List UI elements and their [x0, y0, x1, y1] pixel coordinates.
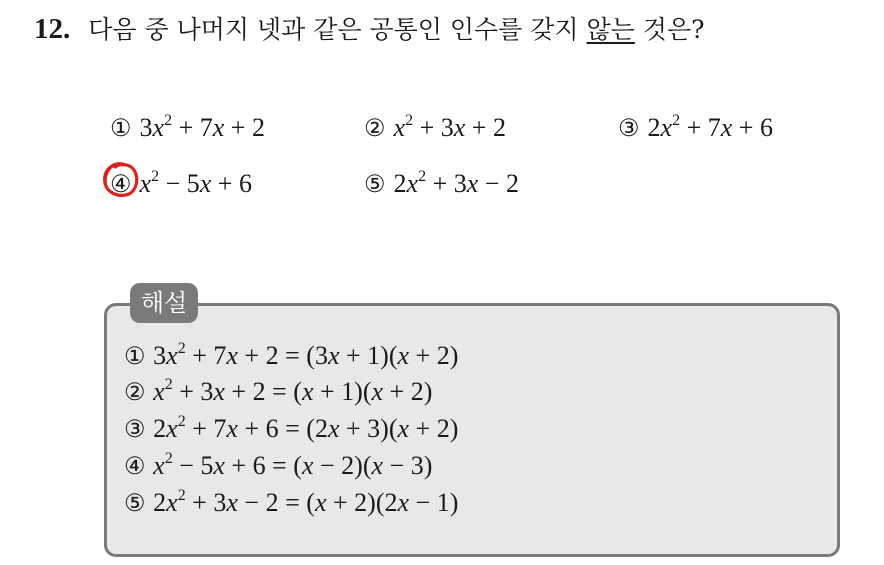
question-prompt-end: 것은? — [634, 15, 705, 44]
question-text — [34, 12, 705, 47]
choice-mark: ③ — [618, 114, 640, 142]
question-emphasis: 않는 — [586, 15, 635, 44]
choice-mark: ② — [364, 114, 386, 142]
choice-3[interactable] — [618, 112, 773, 144]
solution-line-5: ⑤ $2x^2 + 3x - 2 = (x + 2)(2x - 1)$ — [124, 487, 459, 517]
choice-expression: $3x^2 + 7x + 2$ — [139, 112, 265, 142]
choice-4[interactable] — [110, 168, 252, 200]
choice-mark: ① — [110, 114, 132, 142]
choice-expression: $x^2 + 3x + 2$ — [393, 112, 506, 142]
solution-line-2: ② $x^2 + 3x + 2 = (x + 1)(x + 2)$ — [124, 376, 433, 406]
choice-1[interactable] — [110, 112, 265, 144]
choice-5[interactable] — [364, 168, 519, 200]
question-prompt: 다음 중 나머지 넷과 같은 공통인 인수를 갖지 — [88, 15, 587, 44]
choice-2[interactable] — [364, 112, 506, 144]
choice-expression: $2x^2 + 3x - 2$ — [393, 168, 519, 198]
solution-line-3: ③ $2x^2 + 7x + 6 = (2x + 3)(x + 2)$ — [124, 413, 459, 443]
question-number: 12. — [34, 13, 71, 45]
solution-line-4: ④ $x^2 - 5x + 6 = (x - 2)(x - 3)$ — [124, 450, 433, 480]
choice-mark: ④ — [110, 170, 132, 198]
choice-expression: $x^2 - 5x + 6$ — [139, 168, 252, 198]
choice-expression: $2x^2 + 7x + 6$ — [647, 112, 773, 142]
choice-mark: ⑤ — [364, 170, 386, 198]
solution-label: 해설 — [130, 283, 198, 323]
solution-line-1: ① $3x^2 + 7x + 2 = (3x + 1)(x + 2)$ — [124, 340, 459, 370]
